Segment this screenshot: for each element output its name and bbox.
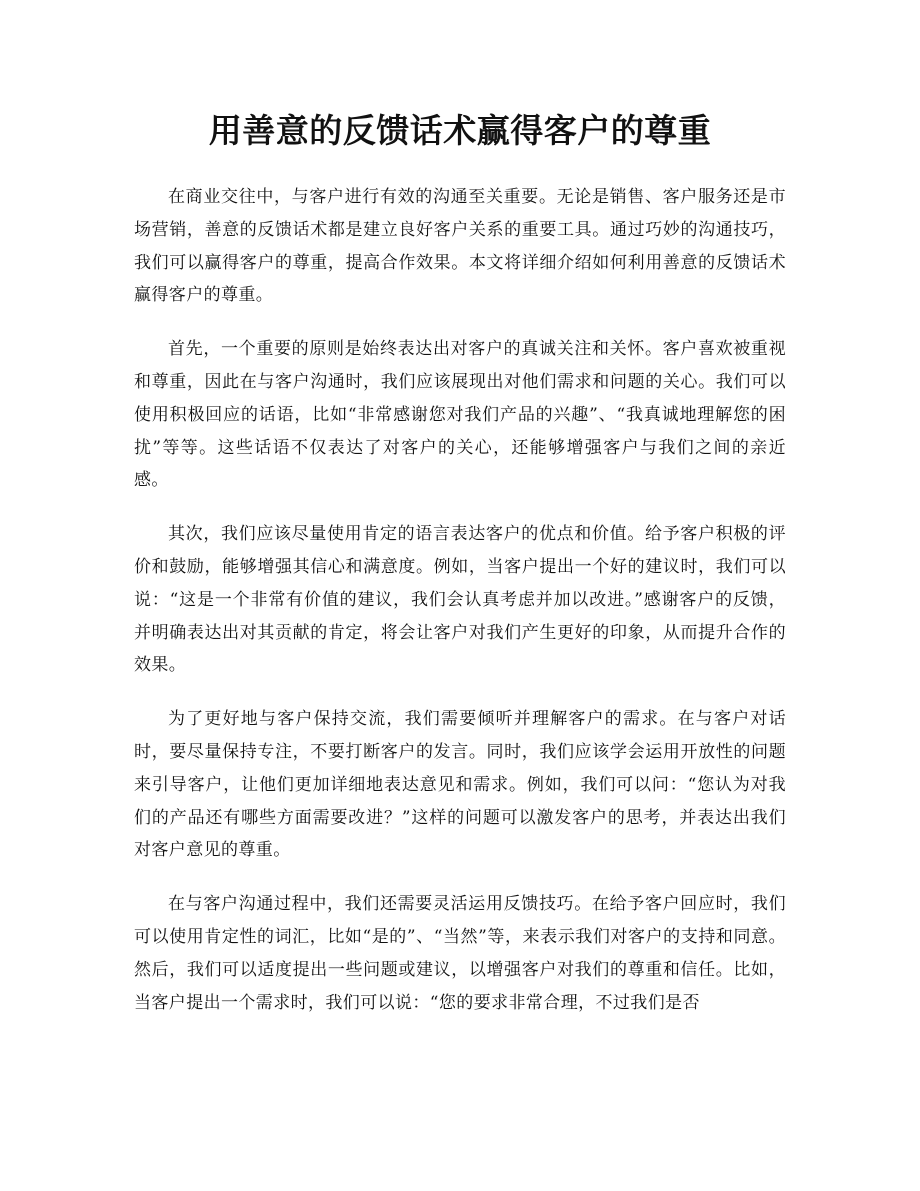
document-title: 用善意的反馈话术赢得客户的尊重 <box>208 111 712 150</box>
paragraph-5: 在与客户沟通过程中，我们还需要灵活运用反馈技巧。在给予客户回应时，我们可以使用肯定性的词汇，比如“是的”、“当然”等，来表示我们对客户的支持和同意。然后，我们可以适度提出一些问题或建议，以增强客户对我们的尊重和信任。比如，当客户提出一个需求时，我们可以说：“您的要求非常合理，不过我们是否 <box>134 894 786 1013</box>
paragraph-2: 首先，一个重要的原则是始终表达出对客户的真诚关注和关怀。客户喜欢被重视和尊重，因此在与客户沟通时，我们应该展现出对他们需求和问题的关心。我们可以使用积极回应的话语，比如“非常感谢您对我们产品的兴趣”、“我真诚地理解您的困扰”等等。这些话语不仅表达了对客户的关心，还能够增强客户与我们之间的亲近感。 <box>134 339 786 491</box>
paragraph-3: 其次，我们应该尽量使用肯定的语言表达客户的优点和价值。给予客户积极的评价和鼓励，能够增强其信心和满意度。例如，当客户提出一个好的建议时，我们可以说：“这是一个非常有价值的建议，我们会认真考虑并加以改进。”感谢客户的反馈，并明确表达出对其贡献的肯定，将会让客户对我们产生更好的印象，从而提升合作的效果。 <box>134 524 786 676</box>
paragraph-4: 为了更好地与客户保持交流，我们需要倾听并理解客户的需求。在与客户对话时，要尽量保持专注，不要打断客户的发言。同时，我们应该学会运用开放性的问题来引导客户，让他们更加详细地表达意见和需求。例如，我们可以问：“您认为对我们的产品还有哪些方面需要改进？”这样的问题可以激发客户的思考，并表达出我们对客户意见的尊重。 <box>134 709 786 861</box>
paragraph-1: 在商业交往中，与客户进行有效的沟通至关重要。无论是销售、客户服务还是市场营销，善意的反馈话术都是建立良好客户关系的重要工具。通过巧妙的沟通技巧，我们可以赢得客户的尊重，提高合作效果。本文将详细介绍如何利用善意的反馈话术赢得客户的尊重。 <box>134 187 786 306</box>
document-body <box>134 181 786 1040</box>
